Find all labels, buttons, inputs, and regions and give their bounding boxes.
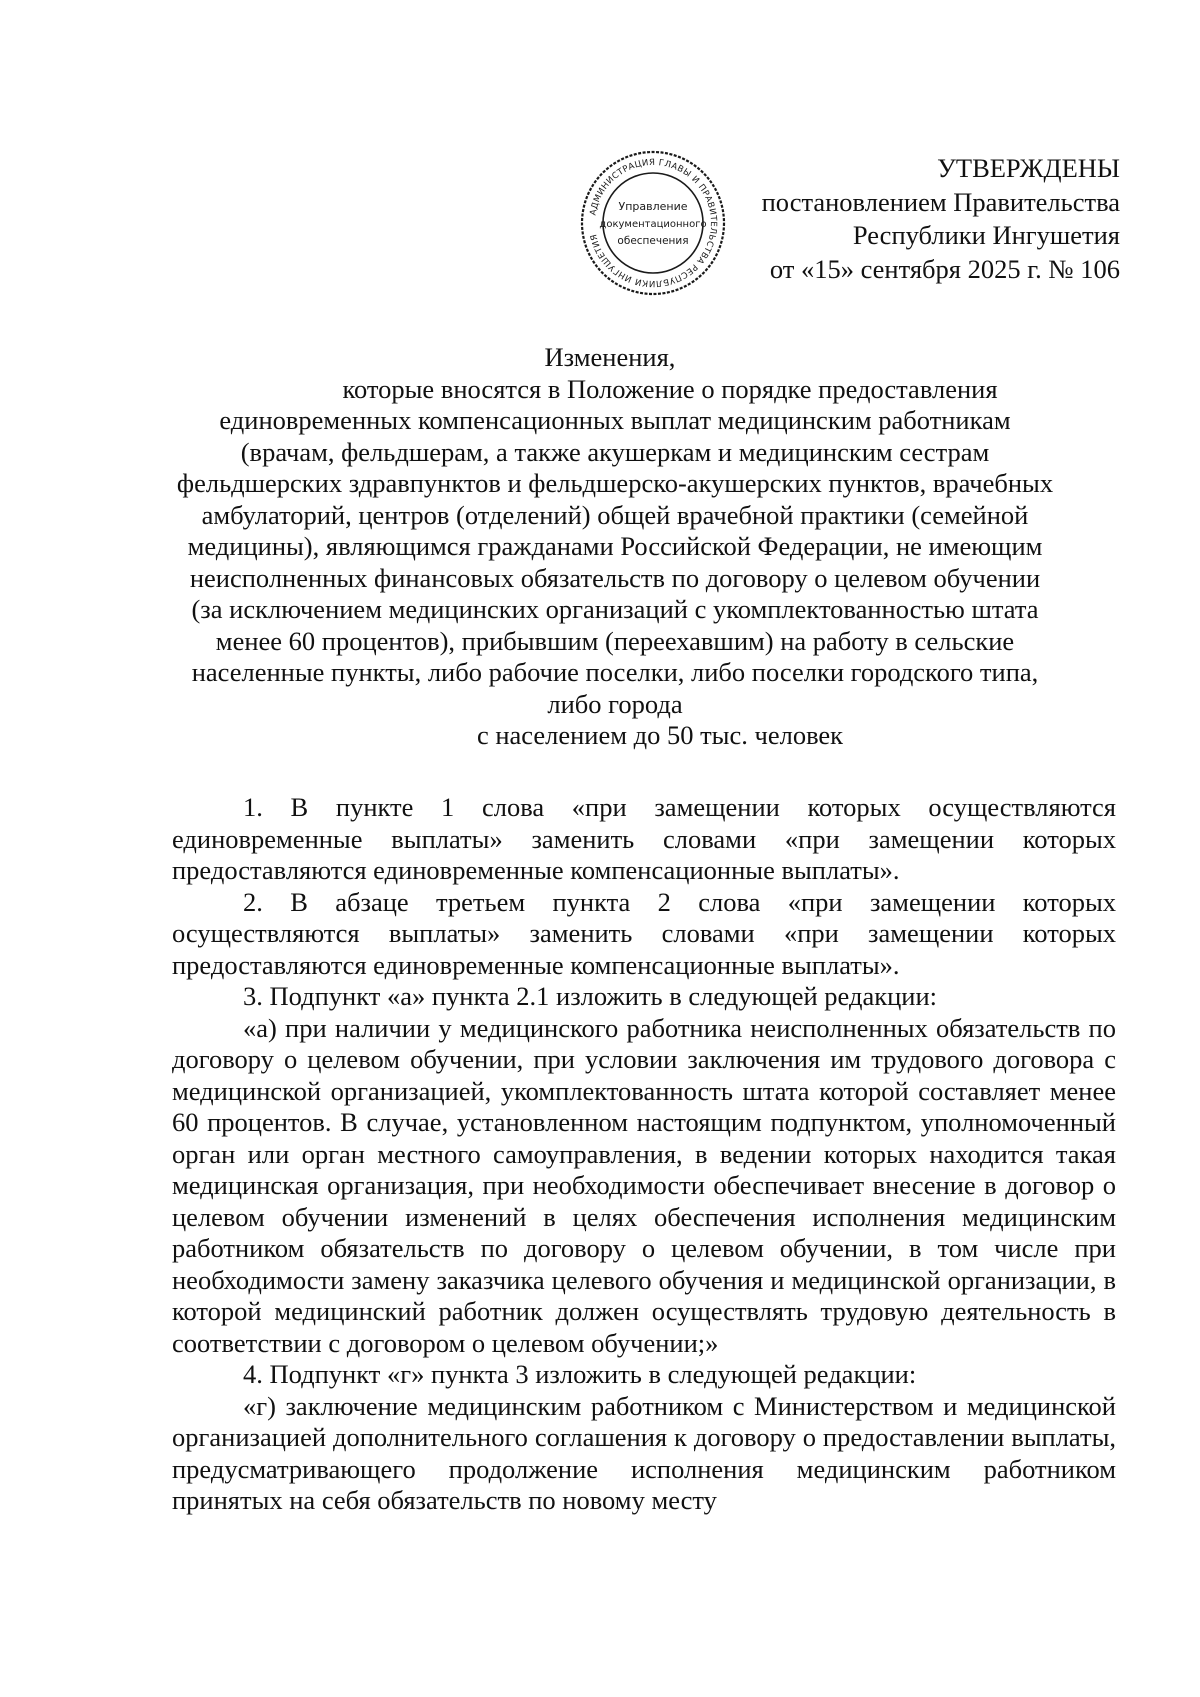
title-line-7: неисполненных финансовых обязательств по договору о целевом обучении — [189, 562, 1041, 593]
title-line-1: которые вносятся в Положение о порядке предоставления — [342, 373, 998, 404]
title-line-9: менее 60 процентов), прибывшим (переехавшим) на работу в сельские — [215, 625, 1015, 656]
title-line-12: с населением до 50 тыс. человек — [476, 720, 844, 750]
paragraph-2: 2. В абзаце третьем пункта 2 слова «при замещении которых осуществляются выплаты» заменить словами «при замещении которых предоставляются единовременные компенсационные выплаты». — [172, 886, 1116, 980]
paragraph-4: 4. Подпункт «г» пункта 3 изложить в следующей редакции: — [243, 1359, 917, 1389]
approval-date-number: от «15» сентября 2025 г. № 106 — [769, 253, 1120, 284]
approval-block — [700, 152, 1120, 286]
title-line-6: медицины), являющимся гражданами Российской Федерации, не имеющим — [187, 531, 1043, 561]
stamp-center-line1: Управление — [618, 200, 688, 213]
official-stamp — [578, 148, 728, 298]
title-line-3: (врачам, фельдшерам, а также акушеркам и медицинским сестрам — [240, 436, 990, 467]
stamp-center-line3: обеспечения — [617, 235, 689, 247]
approval-decree: постановлением Правительства — [761, 186, 1120, 217]
title-line-5: амбулаторий, центров (отделений) общей врачебной практики (семейной — [201, 499, 1029, 530]
paragraph-3: 3. Подпункт «а» пункта 2.1 изложить в следующей редакции: — [243, 981, 937, 1011]
document-heading: Изменения, — [544, 342, 676, 372]
paragraph-1: 1. В пункте 1 слова «при замещении которых осуществляются единовременные выплаты» заменить словами «при замещении которых предоставляются единовременные компенсационные выплаты». — [172, 792, 1116, 885]
stamp-ring-textpath: АДМИНИСТРАЦИЯ ГЛАВЫ И ПРАВИТЕЛЬСТВА РЕСПУБЛИКИ ИНГУШЕТИЯ — [588, 157, 719, 289]
title-line-2: единовременных компенсационных выплат медицинским работникам — [219, 405, 1011, 435]
stamp-center-line2: документационного — [599, 219, 707, 230]
title-line-10: населенные пункты, либо рабочие поселки, либо поселки городского типа, — [191, 657, 1039, 687]
title-line-4: фельдшерских здравпунктов и фельдшерско-акушерских пунктов, врачебных — [176, 468, 1054, 498]
title-line-11: либо города — [547, 688, 683, 719]
paragraph-4-subitem-g: «г) заключение медицинским работником с Министерством и медицинской организацией дополнительного соглашения к договору о предоставлении выплаты, предусматривающего продолжение исполнения медицинским работником принятых на себя обязательств по новому месту — [172, 1390, 1116, 1515]
paragraph-3-subitem-a: «а) при наличии у медицинского работника неисполненных обязательств по договору о целевом обучении, при условии заключения им трудового договора с медицинской организацией, укомплектованность штата которой составляет менее 60 процентов. В случае, установленном настоящим подпунктом, уполномоченный орган или орган местного самоуправления, в ведении которых находится такая медицинская организация, при необходимости обеспечивает внесение в договор о целевом обучении изменений в целях обеспечения исполнения медицинским работником обязательств по договору о целевом обучении, в том числе при необходимости замену заказчика целевого обучения и медицинской организации, в которой медицинский работник должен осуществлять трудовую деятельность в соответствии с договором о целевом обучении;» — [172, 1012, 1116, 1358]
title-line-8: (за исключением медицинских организаций с укомплектованностью штата — [191, 594, 1039, 624]
document-title-block — [140, 342, 1090, 752]
document-body — [172, 792, 1116, 1517]
approval-republic: Республики Ингушетия — [852, 220, 1120, 250]
approval-title: УТВЕРЖДЕНЫ — [937, 153, 1120, 183]
